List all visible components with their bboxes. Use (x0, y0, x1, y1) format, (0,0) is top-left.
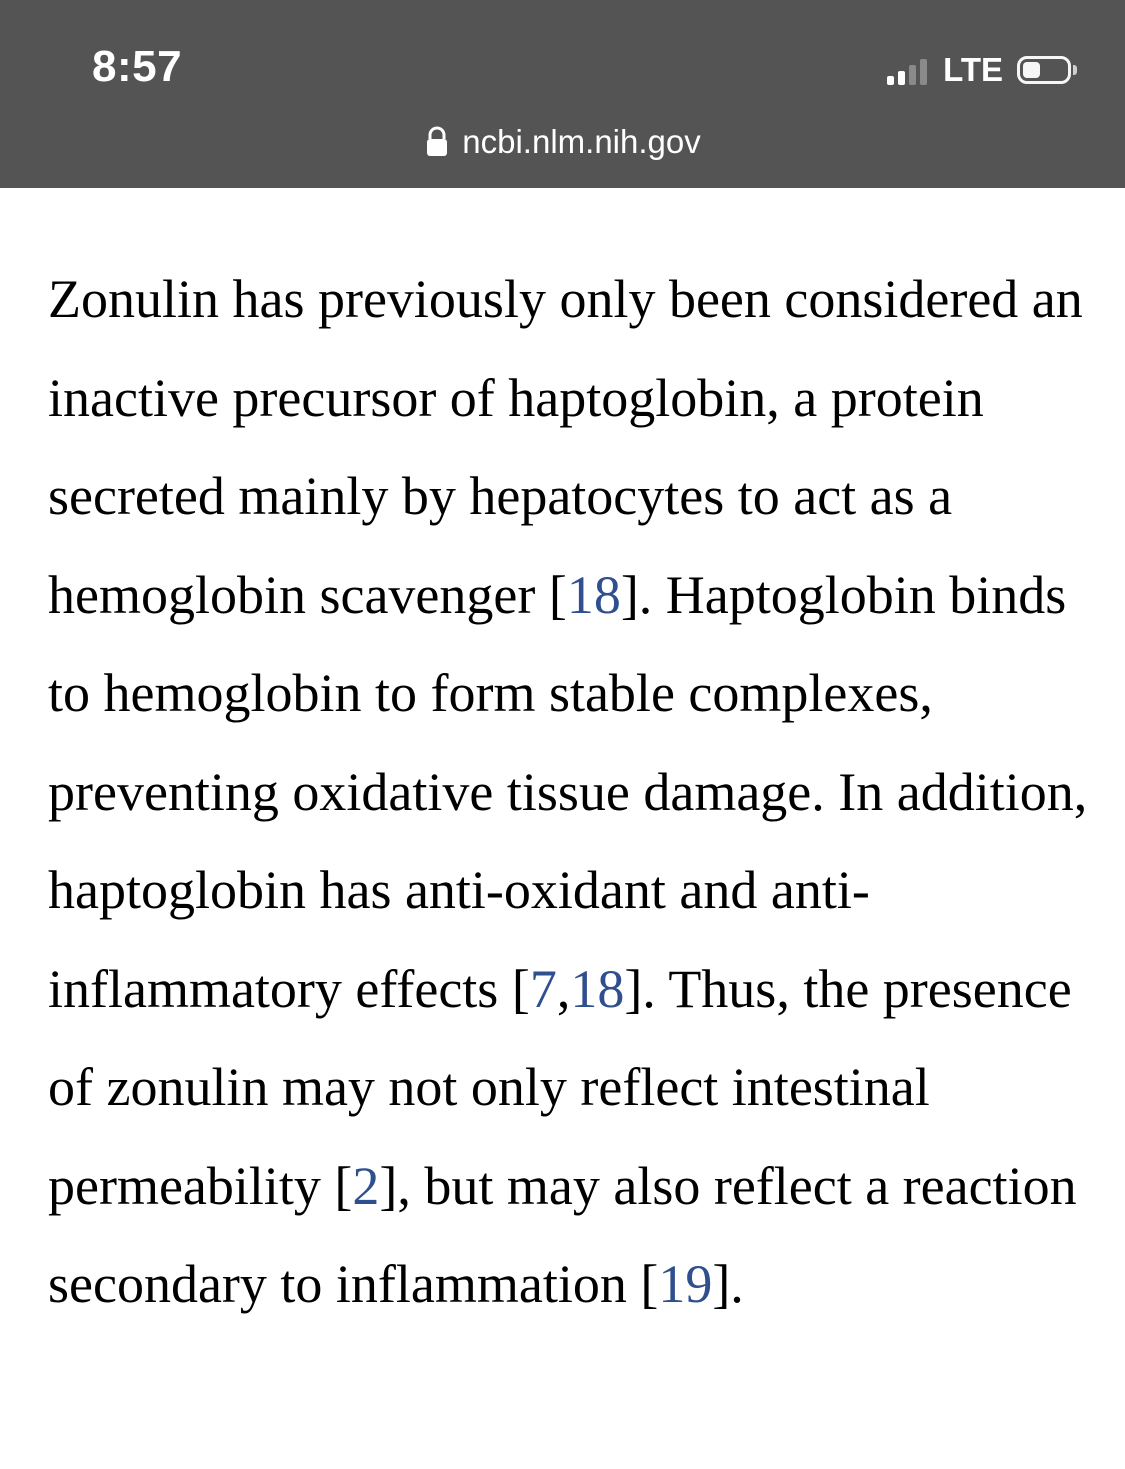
article-paragraph (48, 250, 1098, 1334)
signal-bar-4 (920, 59, 927, 85)
article-text: , (556, 958, 571, 1019)
article-text: Zonulin has previously only been considered an inactive precursor of haptoglobin, a protein secreted mainly by hepatocytes to act as a hemoglobin scavenger [ (48, 269, 1083, 625)
reference-link-18[interactable]: 18 (566, 564, 621, 625)
article-text: ]. Haptoglobin binds to hemoglobin to form stable complexes, preventing oxidative tissue damage. In addition, haptoglobin has anti-oxidant and anti-inflammatory effects [ (48, 564, 1088, 1019)
cellular-signal-icon (887, 55, 931, 85)
browser-top-bar (0, 0, 1125, 188)
status-time: 8:57 (92, 42, 183, 91)
signal-bar-3 (909, 65, 916, 85)
address-bar[interactable] (0, 118, 1125, 166)
status-indicators (887, 50, 1077, 90)
signal-bar-1 (887, 76, 894, 85)
reference-link-7[interactable]: 7 (529, 958, 557, 1019)
network-type: LTE (943, 51, 1003, 88)
reference-link-2[interactable]: 2 (352, 1155, 380, 1216)
url-text: ncbi.nlm.nih.gov (462, 123, 701, 160)
reference-link-19[interactable]: 19 (658, 1254, 713, 1314)
article-text: ]. (712, 1254, 744, 1314)
battery-cap-icon (1073, 65, 1077, 75)
battery-icon (1017, 56, 1071, 84)
reference-link-18[interactable]: 18 (570, 958, 625, 1019)
article-text: ], but may also reflect a reaction secondary to inflammation [ (48, 1155, 1077, 1314)
lock-icon (424, 125, 450, 159)
article-text: ]. Thus, the presence of zonulin may not only reflect intestinal permeability [ (48, 958, 1072, 1216)
signal-bar-2 (898, 71, 905, 85)
battery-fill (1023, 62, 1040, 78)
